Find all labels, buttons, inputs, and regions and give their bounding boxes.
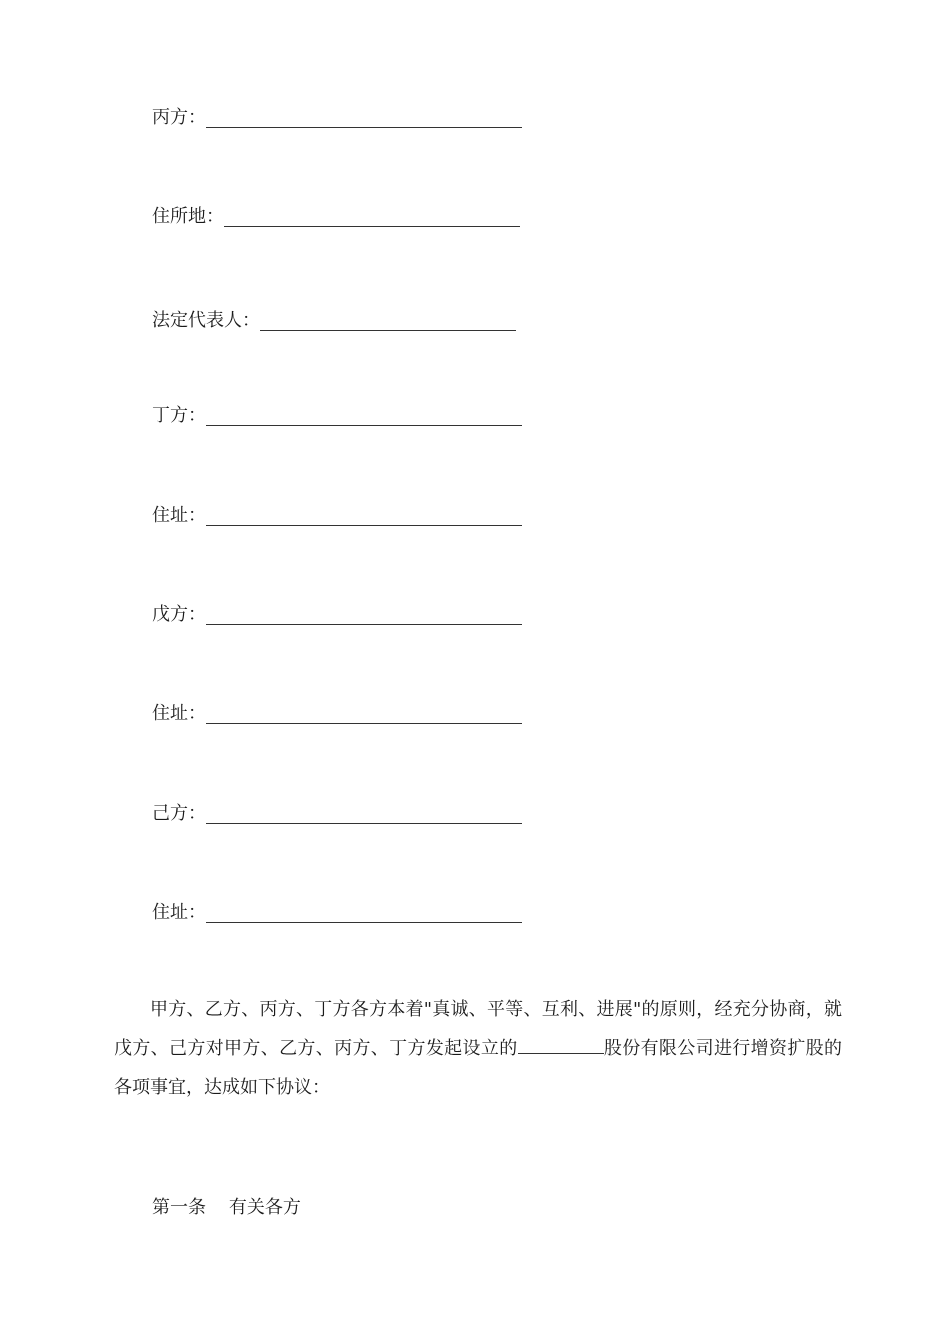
party-f-field (152, 796, 522, 826)
party-c-blank (206, 109, 522, 128)
party-d-field (152, 398, 522, 428)
party-e-label: 戊方： (152, 604, 206, 625)
preamble-text-part1: 甲方、乙方、丙方、丁方各方本着"真诚、平等、互利、进展"的原则，经充分协商，就戊方、己方对甲方、乙方、丙方、丁方发起设立的 (114, 999, 842, 1059)
article-heading (152, 1193, 301, 1223)
party-e-address-label: 住址： (152, 703, 206, 724)
article-title-text: 有关各方 (228, 1197, 301, 1218)
party-e-field (152, 597, 522, 627)
preamble-text-part2: 股份有限公司进行增资扩股的各项事宜，达成如下协议： (114, 1038, 843, 1098)
legal-representative-label: 法定代表人： (152, 310, 260, 331)
party-d-address-blank (206, 507, 522, 526)
party-c-domicile-label: 住所地： (152, 206, 224, 227)
party-f-address-blank (206, 904, 522, 923)
agreement-preamble (114, 990, 842, 1107)
party-e-address-field (152, 696, 522, 726)
party-d-address-field (152, 498, 522, 528)
party-f-address-label: 住址： (152, 902, 206, 923)
company-name-blank (518, 1037, 604, 1054)
party-f-blank (206, 805, 522, 824)
party-c-field (152, 100, 522, 130)
party-c-label: 丙方： (152, 107, 206, 128)
party-d-label: 丁方： (152, 405, 206, 426)
article-number: 第一条 (152, 1197, 206, 1218)
party-e-blank (206, 606, 522, 625)
party-d-blank (206, 407, 522, 426)
legal-representative-field (152, 303, 516, 333)
party-c-domicile-field (152, 199, 520, 229)
party-f-label: 己方： (152, 803, 206, 824)
party-d-address-label: 住址： (152, 505, 206, 526)
party-f-address-field (152, 895, 522, 925)
legal-representative-blank (260, 312, 516, 331)
party-c-domicile-blank (224, 208, 520, 227)
party-e-address-blank (206, 705, 522, 724)
